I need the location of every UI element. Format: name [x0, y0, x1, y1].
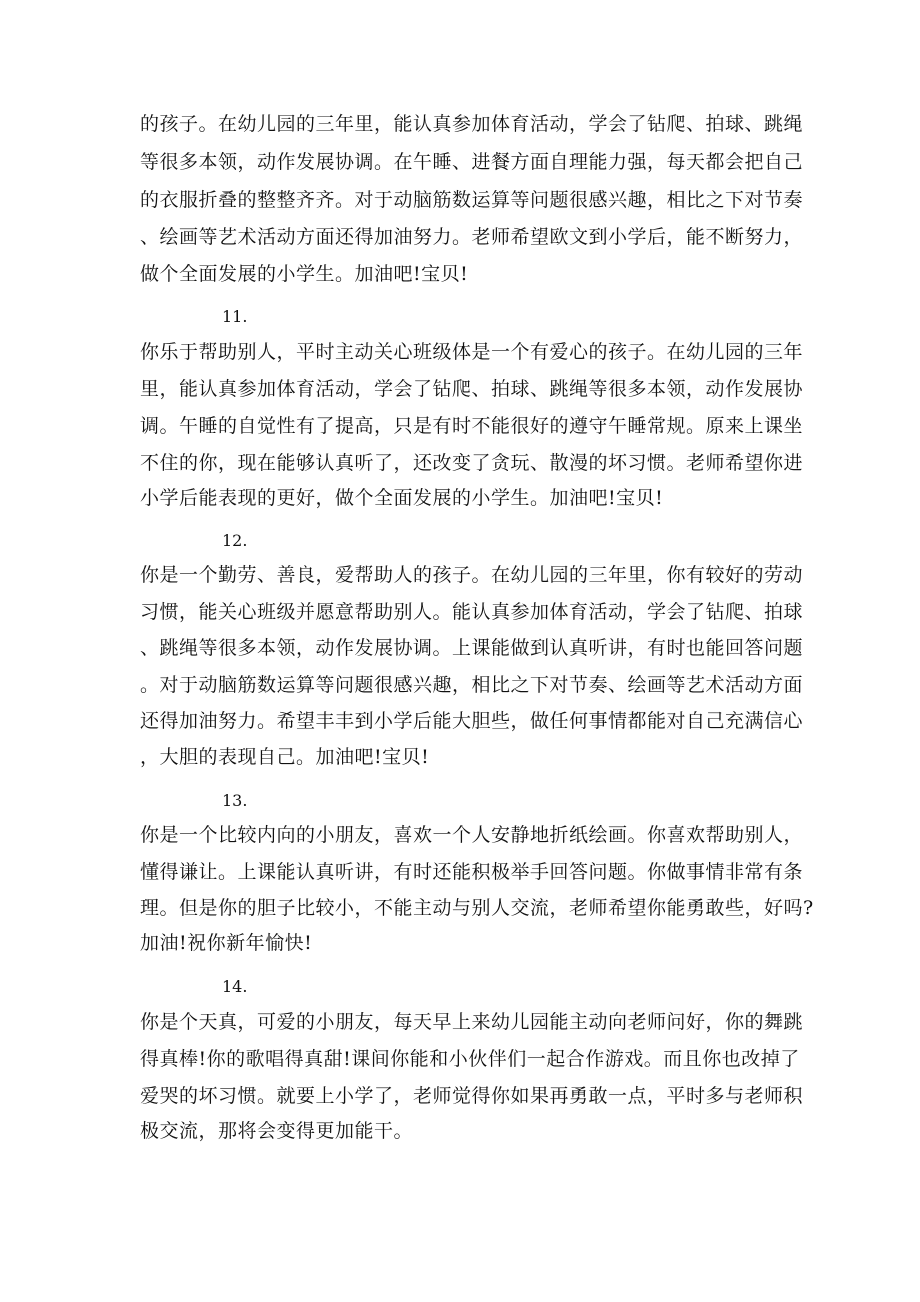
paragraph-3-line-4: 。对于动脑筋数运算等问题很感兴趣，相比之下对节奏、绘画等艺术活动方面 — [140, 674, 804, 696]
paragraph-3-line-1: 你是一个勤劳、善良，爱帮助人的孩子。在幼儿园的三年里，你有较好的劳动 — [140, 564, 804, 586]
paragraph-5-line-2: 得真棒!你的歌唱得真甜!课间你能和小伙伴们一起合作游戏。而且你也改掉了 — [140, 1048, 800, 1070]
paragraph-1-line-1: 的孩子。在幼儿园的三年里，能认真参加体育活动，学会了钻爬、拍球、跳绳 — [140, 113, 804, 135]
paragraph-1-line-2: 等很多本领，动作发展协调。在午睡、进餐方面自理能力强，每天都会把自己 — [140, 151, 804, 173]
paragraph-3-number: 12. — [222, 531, 248, 550]
paragraph-3-line-6: ，大胆的表现自己。加油吧!宝贝! — [140, 746, 430, 768]
paragraph-2-line-4: 不住的你，现在能够认真听了，还改变了贪玩、散漫的坏习惯。老师希望你进 — [140, 452, 804, 474]
paragraph-2-line-1: 你乐于帮助别人，平时主动关心班级体是一个有爱心的孩子。在幼儿园的三年 — [140, 341, 804, 363]
paragraph-1-line-3: 的衣服折叠的整整齐齐。对于动脑筋数运算等问题很感兴趣，相比之下对节奏 — [140, 189, 804, 211]
paragraph-4-line-1: 你是一个比较内向的小朋友，喜欢一个人安静地折纸绘画。你喜欢帮助别人， — [140, 824, 804, 846]
paragraph-2-line-5: 小学后能表现的更好，做个全面发展的小学生。加油吧!宝贝! — [140, 487, 664, 509]
paragraph-5-line-1: 你是个天真，可爱的小朋友，每天早上来幼儿园能主动向老师问好，你的舞跳 — [140, 1011, 804, 1033]
paragraph-5-line-4: 极交流，那将会变得更加能干。 — [140, 1120, 414, 1142]
paragraph-2-number: 11. — [222, 307, 248, 326]
paragraph-1-line-4: 、绘画等艺术活动方面还得加油努力。老师希望欧文到小学后，能不断努力， — [140, 226, 804, 248]
paragraph-4-line-3: 理。但是你的胆子比较小，不能主动与别人交流，老师希望你能勇敢些，好吗? — [140, 897, 814, 919]
paragraph-3-line-5: 还得加油努力。希望丰丰到小学后能大胆些，做任何事情都能对自己充满信心 — [140, 710, 804, 732]
paragraph-2-line-2: 里，能认真参加体育活动，学会了钻爬、拍球、跳绳等很多本领，动作发展协 — [140, 378, 804, 400]
paragraph-1-line-5: 做个全面发展的小学生。加油吧!宝贝! — [140, 263, 469, 285]
paragraph-5-number: 14. — [222, 977, 248, 996]
paragraph-3-line-2: 习惯，能关心班级并愿意帮助别人。能认真参加体育活动，学会了钻爬、拍球 — [140, 601, 804, 623]
paragraph-4-line-2: 懂得谦让。上课能认真听讲，有时还能积极举手回答问题。你做事情非常有条 — [140, 861, 804, 883]
paragraph-3-line-3: 、跳绳等很多本领，动作发展协调。上课能做到认真听讲，有时也能回答问题 — [140, 637, 804, 659]
paragraph-5-line-3: 爱哭的坏习惯。就要上小学了，老师觉得你如果再勇敢一点，平时多与老师积 — [140, 1085, 804, 1107]
paragraph-4-line-4: 加油!祝你新年愉快! — [140, 932, 313, 954]
paragraph-2-line-3: 调。午睡的自觉性有了提高，只是有时不能很好的遵守午睡常规。原来上课坐 — [140, 415, 804, 437]
paragraph-4-number: 13. — [222, 791, 248, 810]
